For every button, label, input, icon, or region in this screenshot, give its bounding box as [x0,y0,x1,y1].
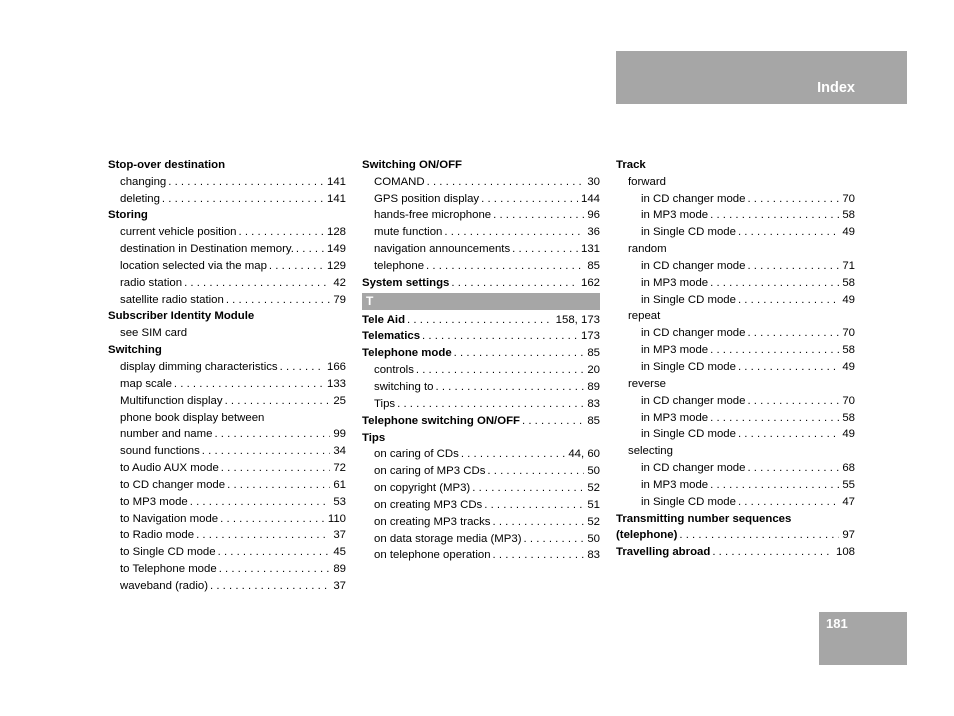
index-subentry [616,340,855,357]
entry-term: in MP3 mode [641,276,709,289]
index-letter-heading: T [362,293,600,310]
dot-leader [196,528,330,542]
index-entry [362,310,600,327]
entry-term: on creating MP3 CDs [374,498,483,511]
entry-term: deleting [120,192,160,205]
entry-term: in MP3 mode [641,478,709,491]
entry-page-number: 45 [333,546,346,559]
dot-leader [487,464,584,478]
dot-leader [225,394,331,408]
entry-page-number: 85 [587,414,600,427]
dot-leader [454,346,585,360]
entry-term: in CD changer mode [641,259,746,272]
entry-page-number: 141 [326,175,346,188]
dot-leader [444,225,584,239]
index-subentry [362,445,600,462]
dot-leader [296,242,324,256]
entry-term: in Single CD mode [641,428,736,441]
dot-leader [738,495,839,509]
entry-term: COMAND [374,175,425,188]
index-subentry [362,478,600,495]
entry-term: Telephone switching ON/OFF [362,414,520,427]
entry-page-number: 131 [580,243,600,256]
entry-term: Subscriber Identity Module [108,310,255,323]
index-subentry [362,377,600,394]
dot-leader [239,225,324,239]
entry-term: GPS position display [374,192,480,205]
entry-page-number: 37 [333,529,346,542]
dot-leader [747,192,839,206]
index-entry [108,206,346,223]
dot-leader [214,427,330,441]
index-subentry [108,189,346,206]
entry-term: Tips [374,397,396,410]
entry-term: System settings [362,276,450,289]
dot-leader [712,545,833,559]
entry-term: hands-free microphone [374,209,492,222]
dot-leader [422,329,578,343]
entry-term: to Audio AUX mode [120,462,219,475]
index-column-3 [616,155,855,559]
entry-term: to MP3 mode [120,495,188,508]
entry-term: to Navigation mode [120,512,219,525]
index-entry [108,340,346,357]
dot-leader [174,377,324,391]
entry-term: controls [374,364,414,377]
entry-term: on copyright (MP3) [374,482,471,495]
index-subentry [616,256,855,273]
entry-term: Stop-over destination [108,158,226,171]
entry-page-number: 58 [842,276,855,289]
entry-term: in Single CD mode [641,293,736,306]
index-subentry [362,512,600,529]
dot-leader [416,363,584,377]
entry-page-number: 47 [842,495,855,508]
entry-page-number: 68 [842,462,855,475]
page-title: Index [817,80,855,96]
dot-leader [227,478,330,492]
entry-page-number: 49 [842,226,855,239]
index-subentry [616,206,855,223]
entry-page-number: 70 [842,192,855,205]
dot-leader [218,545,331,559]
entry-page-number: 30 [587,175,600,188]
entry-term: Transmitting number sequences [616,512,792,525]
entry-term: see SIM card [120,327,188,340]
index-subentry [108,526,346,543]
entry-term: forward [628,175,666,188]
entry-page-number: 83 [587,397,600,410]
entry-page-number: 110 [327,512,346,525]
index-subentry [616,273,855,290]
entry-term: location selected via the map [120,259,267,272]
index-subentry [616,307,855,324]
entry-term: number and name [120,428,213,441]
index-entry [362,273,600,290]
dot-leader [710,276,839,290]
index-subentry [362,222,600,239]
dot-leader [710,411,839,425]
dot-leader [679,528,839,542]
index-entry [616,526,855,543]
dot-leader [747,259,839,273]
entry-page-number: 144 [580,192,600,205]
entry-term: on creating MP3 tracks [374,515,491,528]
index-subentry [362,495,600,512]
dot-leader [512,242,578,256]
entry-term: in CD changer mode [641,327,746,340]
index-subentry [108,408,346,425]
header-bar [616,51,907,104]
entry-term: to CD changer mode [120,478,226,491]
dot-leader [747,461,839,475]
index-subentry [616,492,855,509]
entry-page-number: 44, 60 [568,448,600,461]
entry-term: to Single CD mode [120,546,216,559]
index-subentry [108,391,346,408]
entry-page-number: 55 [842,478,855,491]
dot-leader [280,360,324,374]
dot-leader [269,259,324,273]
dot-leader [220,512,325,526]
entry-page-number: 141 [326,192,346,205]
index-subentry [362,529,600,546]
page-number-box [819,612,907,665]
index-subentry [108,509,346,526]
dot-leader [427,175,585,189]
entry-term: phone book display between [120,411,265,424]
entry-term: to Radio mode [120,529,195,542]
entry-page-number: 128 [326,226,346,239]
entry-page-number: 162 [580,276,600,289]
index-subentry [362,360,600,377]
entry-term: switching to [374,380,434,393]
dot-leader [397,397,584,411]
entry-term: mute function [374,226,443,239]
index-entry [362,327,600,344]
dot-leader [426,259,584,273]
entry-term: in Single CD mode [641,360,736,373]
index-subentry [108,222,346,239]
entry-page-number: 85 [587,259,600,272]
entry-page-number: 58 [842,209,855,222]
entry-page-number: 58 [842,411,855,424]
index-subentry [616,374,855,391]
index-subentry [108,542,346,559]
index-entry [362,155,600,172]
entry-page-number: 97 [842,529,855,542]
entry-term: sound functions [120,445,200,458]
entry-page-number: 52 [587,482,600,495]
entry-term: destination in Destination memory. [120,243,294,256]
entry-term: Track [616,158,646,171]
entry-page-number: 51 [587,498,600,511]
entry-term: in Single CD mode [641,495,736,508]
entry-term: in Single CD mode [641,226,736,239]
index-subentry [616,172,855,189]
dot-leader [493,515,585,529]
index-column-2 [362,155,600,562]
dot-leader [493,548,585,562]
index-subentry [362,394,600,411]
dot-leader [493,208,584,222]
dot-leader [221,461,331,475]
entry-term: on caring of MP3 CDs [374,465,486,478]
entry-term: map scale [120,377,172,390]
entry-page-number: 71 [842,259,855,272]
index-entry [362,343,600,360]
entry-page-number: 49 [842,293,855,306]
entry-page-number: 133 [326,377,346,390]
index-subentry [362,256,600,273]
index-entry [362,428,600,445]
index-subentry [616,357,855,374]
entry-term: telephone [374,259,425,272]
dot-leader [210,579,330,593]
entry-term: radio station [120,276,183,289]
entry-term: Tips [362,431,386,444]
index-subentry [616,458,855,475]
entry-term: in MP3 mode [641,411,709,424]
entry-page-number: 99 [333,428,346,441]
entry-page-number: 85 [587,347,600,360]
entry-page-number: 89 [587,380,600,393]
entry-term: Storing [108,209,148,222]
dot-leader [710,343,839,357]
index-entry [362,411,600,428]
entry-page-number: 79 [333,293,346,306]
entry-term: display dimming characteristics [120,360,278,373]
index-column-1 [108,155,346,593]
index-subentry [108,239,346,256]
entry-page-number: 49 [842,428,855,441]
entry-term: Multifunction display [120,394,223,407]
entry-term: Switching [108,344,162,357]
entry-page-number: 25 [333,394,346,407]
entry-term: satellite radio station [120,293,224,306]
dot-leader [202,444,331,458]
entry-page-number: 83 [587,549,600,562]
entry-term: reverse [628,377,666,390]
index-subentry [362,546,600,563]
entry-term: Telephone mode [362,347,452,360]
entry-term: current vehicle position [120,226,237,239]
entry-page-number: 58 [842,344,855,357]
dot-leader [219,562,331,576]
entry-page-number: 61 [333,478,346,491]
page-number: 181 [826,616,848,631]
entry-page-number: 20 [587,364,600,377]
index-subentry [108,492,346,509]
index-subentry [616,425,855,442]
entry-page-number: 70 [842,327,855,340]
dot-leader [710,478,839,492]
entry-term: random [628,243,667,256]
index-subentry [108,441,346,458]
index-subentry [362,461,600,478]
entry-page-number: 50 [587,532,600,545]
entry-page-number: 49 [842,360,855,373]
entry-page-number: 72 [333,462,346,475]
dot-leader [407,313,553,327]
dot-leader [738,427,839,441]
index-entry [616,542,855,559]
dot-leader [472,481,584,495]
dot-leader [484,498,584,512]
index-subentry [108,256,346,273]
index-subentry [362,172,600,189]
dot-leader [168,175,324,189]
index-subentry [108,374,346,391]
index-subentry [108,357,346,374]
index-subentry [108,323,346,340]
index-subentry [108,172,346,189]
dot-leader [481,192,578,206]
index-subentry [108,475,346,492]
index-subentry [616,391,855,408]
entry-page-number: 173 [580,330,600,343]
index-subentry [616,239,855,256]
entry-term: (telephone) [616,529,678,542]
entry-term: on data storage media (MP3) [374,532,522,545]
entry-page-number: 96 [587,209,600,222]
dot-leader [461,447,565,461]
entry-page-number: 70 [842,394,855,407]
dot-leader [747,394,839,408]
entry-term: changing [120,175,167,188]
entry-page-number: 42 [333,276,346,289]
entry-term: in CD changer mode [641,394,746,407]
index-entry [616,155,855,172]
index-subentry [616,441,855,458]
dot-leader [436,380,585,394]
index-subentry [108,576,346,593]
entry-term: in CD changer mode [641,462,746,475]
index-entry [616,509,855,526]
index-subentry [362,206,600,223]
entry-page-number: 37 [333,579,346,592]
entry-page-number: 52 [587,515,600,528]
index-subentry [362,239,600,256]
entry-page-number: 108 [835,546,855,559]
index-subentry [616,323,855,340]
entry-page-number: 149 [326,243,346,256]
entry-term: to Telephone mode [120,563,217,576]
entry-term: waveband (radio) [120,579,209,592]
dot-leader [747,326,839,340]
entry-page-number: 89 [333,563,346,576]
dot-leader [524,532,585,546]
dot-leader [226,293,330,307]
dot-leader [738,225,839,239]
index-subentry [108,559,346,576]
entry-term: Telematics [362,330,421,343]
entry-page-number: 129 [326,259,346,272]
entry-term: in MP3 mode [641,344,709,357]
entry-page-number: 158, 173 [555,313,600,326]
entry-page-number: 166 [326,360,346,373]
dot-leader [184,276,330,290]
entry-page-number: 36 [587,226,600,239]
entry-term: Tele Aid [362,313,406,326]
index-subentry [616,475,855,492]
entry-term: selecting [628,445,673,458]
index-subentry [616,290,855,307]
entry-term: Switching ON/OFF [362,158,462,171]
dot-leader [710,208,839,222]
dot-leader [738,360,839,374]
index-subentry [616,189,855,206]
dot-leader [522,414,584,428]
entry-page-number: 34 [333,445,346,458]
index-subentry [108,458,346,475]
index-subentry [108,425,346,442]
index-entry [108,155,346,172]
index-subentry [616,408,855,425]
dot-leader [190,495,331,509]
entry-term: in CD changer mode [641,192,746,205]
index-subentry [362,189,600,206]
entry-term: on caring of CDs [374,448,459,461]
dot-leader [162,192,324,206]
dot-leader [738,293,839,307]
index-subentry [108,273,346,290]
entry-term: navigation announcements [374,243,511,256]
entry-term: repeat [628,310,661,323]
entry-term: in MP3 mode [641,209,709,222]
index-subentry [108,290,346,307]
entry-page-number: 53 [333,495,346,508]
index-subentry [616,222,855,239]
dot-leader [451,276,578,290]
index-entry [108,307,346,324]
entry-term: on telephone operation [374,549,491,562]
entry-page-number: 50 [587,465,600,478]
entry-term: Travelling abroad [616,546,711,559]
